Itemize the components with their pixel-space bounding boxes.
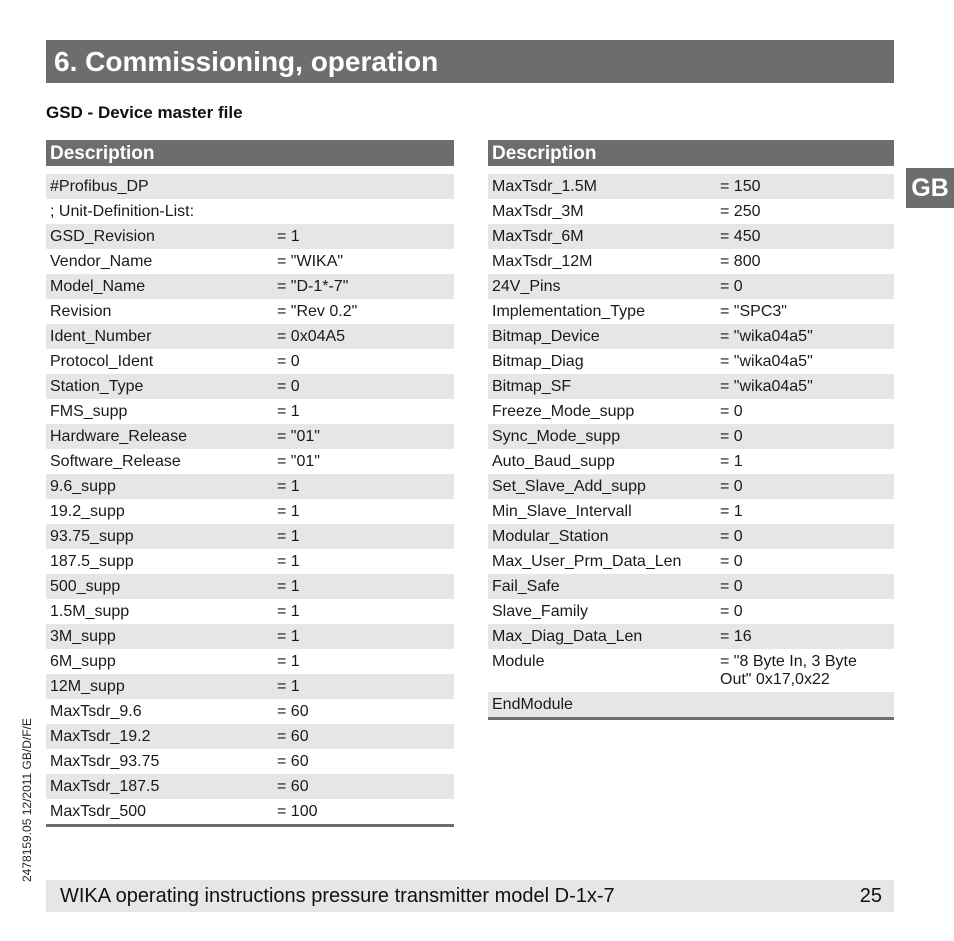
document-code: 2478159.05 12/2011 GB/D/F/E	[20, 718, 34, 882]
table-row	[46, 199, 454, 224]
row-key: 93.75_supp	[50, 528, 134, 545]
table-row	[46, 174, 454, 199]
table-row	[46, 224, 454, 249]
row-key: Implementation_Type	[492, 303, 645, 320]
section-subtitle: GSD - Device master file	[46, 103, 243, 122]
row-key: Vendor_Name	[50, 253, 153, 270]
row-key: MaxTsdr_19.2	[50, 728, 151, 745]
row-value: = 0	[720, 428, 743, 445]
row-value: = "01"	[277, 428, 320, 445]
row-key: Ident_Number	[50, 328, 152, 345]
row-key: Modular_Station	[492, 528, 609, 545]
row-key: Set_Slave_Add_supp	[492, 478, 646, 495]
row-key: Max_User_Prm_Data_Len	[492, 553, 682, 570]
row-key: 3M_supp	[50, 628, 116, 645]
table-row	[488, 574, 894, 599]
row-key: MaxTsdr_6M	[492, 228, 584, 245]
row-value: = 60	[277, 703, 309, 720]
row-key: GSD_Revision	[50, 228, 155, 245]
row-value: = 250	[720, 203, 761, 220]
row-value: = "wika04a5"	[720, 378, 813, 395]
row-value: = 1	[277, 228, 300, 245]
row-value: = 0	[277, 353, 300, 370]
row-key: Model_Name	[50, 278, 146, 295]
row-key: Station_Type	[50, 378, 144, 395]
table-row	[488, 524, 894, 549]
table-row	[46, 549, 454, 574]
row-key: FMS_supp	[50, 403, 128, 420]
row-value: = 0	[720, 578, 743, 595]
row-value: = 60	[277, 753, 309, 770]
row-value: = 1	[277, 678, 300, 695]
row-key: Fail_Safe	[492, 578, 560, 595]
row-key: 12M_supp	[50, 678, 125, 695]
row-value: = "01"	[277, 453, 320, 470]
row-value: = 0x04A5	[277, 328, 346, 345]
table-row	[46, 499, 454, 524]
table-row	[488, 199, 894, 224]
row-key: Min_Slave_Intervall	[492, 503, 632, 520]
table-row	[488, 349, 894, 374]
left-table-heading: Description	[46, 140, 454, 166]
table-row	[46, 724, 454, 749]
table-row	[46, 624, 454, 649]
row-key: EndModule	[492, 696, 573, 713]
row-value: = "wika04a5"	[720, 328, 813, 345]
page-number: 25	[859, 885, 882, 907]
row-key: Bitmap_Device	[492, 328, 600, 345]
row-key: MaxTsdr_187.5	[50, 778, 160, 795]
row-key: 187.5_supp	[50, 553, 134, 570]
row-key: 1.5M_supp	[50, 603, 130, 620]
row-value: = 1	[277, 503, 300, 520]
row-key: Max_Diag_Data_Len	[492, 628, 643, 645]
left-table-body	[46, 174, 454, 824]
row-value: = 0	[720, 278, 743, 295]
right-table-heading: Description	[488, 140, 894, 166]
table-row	[488, 499, 894, 524]
row-value: = 1	[277, 478, 300, 495]
row-key: Bitmap_SF	[492, 378, 572, 395]
row-key: Revision	[50, 303, 112, 320]
row-value: = 1	[277, 653, 300, 670]
row-key: 500_supp	[50, 578, 121, 595]
row-value: = "D-1*-7"	[277, 278, 349, 295]
row-value: = 100	[277, 803, 318, 820]
row-key: MaxTsdr_9.6	[50, 703, 142, 720]
row-value: = 0	[720, 403, 743, 420]
table-row	[46, 424, 454, 449]
row-key: MaxTsdr_3M	[492, 203, 584, 220]
table-row	[46, 574, 454, 599]
language-tab: GB	[906, 168, 954, 208]
row-value: = 800	[720, 253, 761, 270]
table-row	[488, 692, 894, 717]
row-key: Slave_Family	[492, 603, 589, 620]
row-value: = 16	[720, 628, 752, 645]
table-row	[488, 449, 894, 474]
table-row	[488, 424, 894, 449]
row-value: = 60	[277, 778, 309, 795]
row-key: Auto_Baud_supp	[492, 453, 615, 470]
right-table	[488, 140, 894, 720]
row-value: = 0	[720, 603, 743, 620]
row-key: Module	[492, 653, 545, 670]
right-table-body	[488, 174, 894, 717]
left-table	[46, 140, 454, 827]
row-value	[720, 696, 894, 714]
table-row	[488, 474, 894, 499]
table-row	[46, 699, 454, 724]
section-title: 6. Commissioning, operation	[54, 46, 439, 77]
table-row	[488, 599, 894, 624]
table-row	[488, 324, 894, 349]
table-row	[488, 274, 894, 299]
row-value: = "Rev 0.2"	[277, 303, 358, 320]
section-title-bar	[46, 40, 894, 83]
row-key: MaxTsdr_12M	[492, 253, 593, 270]
table-row	[488, 174, 894, 199]
row-value: = "SPC3"	[720, 303, 787, 320]
row-value: = 60	[277, 728, 309, 745]
table-row	[46, 649, 454, 674]
row-value: = 150	[720, 178, 761, 195]
table-row	[46, 399, 454, 424]
row-value: = 1	[277, 578, 300, 595]
row-key: Protocol_Ident	[50, 353, 154, 370]
row-key: ; Unit-Definition-List:	[50, 203, 195, 220]
table-row	[46, 349, 454, 374]
table-row	[46, 249, 454, 274]
table-row	[488, 224, 894, 249]
row-key: #Profibus_DP	[50, 178, 149, 195]
row-value: = 1	[277, 403, 300, 420]
row-key: Sync_Mode_supp	[492, 428, 621, 445]
table-row	[46, 449, 454, 474]
footer-text: WIKA operating instructions pressure transmitter model D-1x-7	[60, 885, 615, 907]
table-row	[46, 474, 454, 499]
table-row	[46, 324, 454, 349]
table-row	[46, 274, 454, 299]
row-value: = 450	[720, 228, 761, 245]
row-value: = 0	[277, 378, 300, 395]
row-value: = 1	[277, 528, 300, 545]
table-row	[488, 374, 894, 399]
row-value	[277, 203, 454, 221]
row-value: = 0	[720, 528, 743, 545]
table-row	[46, 749, 454, 774]
table-row	[46, 374, 454, 399]
row-key: 6M_supp	[50, 653, 116, 670]
row-key: 19.2_supp	[50, 503, 125, 520]
row-key: 9.6_supp	[50, 478, 116, 495]
row-value: = 1	[720, 453, 743, 470]
table-row	[46, 799, 454, 824]
row-value: = 1	[720, 503, 743, 520]
table-row	[488, 624, 894, 649]
table-row	[46, 299, 454, 324]
row-value: = 1	[277, 603, 300, 620]
row-key: 24V_Pins	[492, 278, 561, 295]
table-row	[488, 399, 894, 424]
row-value: = "8 Byte In, 3 Byte Out" 0x17,0x22	[720, 653, 857, 688]
table-row	[46, 599, 454, 624]
table-row	[488, 249, 894, 274]
row-key: Software_Release	[50, 453, 181, 470]
row-value: = 0	[720, 478, 743, 495]
row-value: = 1	[277, 553, 300, 570]
table-row	[488, 299, 894, 324]
row-value: = 1	[277, 628, 300, 645]
table-row	[488, 649, 894, 692]
table-row	[488, 549, 894, 574]
row-value: = "wika04a5"	[720, 353, 813, 370]
row-key: Freeze_Mode_supp	[492, 403, 635, 420]
table-row	[46, 774, 454, 799]
page-footer	[46, 880, 894, 912]
row-value	[277, 178, 454, 196]
row-key: Hardware_Release	[50, 428, 187, 445]
table-row	[46, 674, 454, 699]
table-row	[46, 524, 454, 549]
row-key: MaxTsdr_1.5M	[492, 178, 597, 195]
row-key: Bitmap_Diag	[492, 353, 584, 370]
row-key: MaxTsdr_93.75	[50, 753, 160, 770]
row-key: MaxTsdr_500	[50, 803, 147, 820]
row-value: = 0	[720, 553, 743, 570]
row-value: = "WIKA"	[277, 253, 344, 270]
